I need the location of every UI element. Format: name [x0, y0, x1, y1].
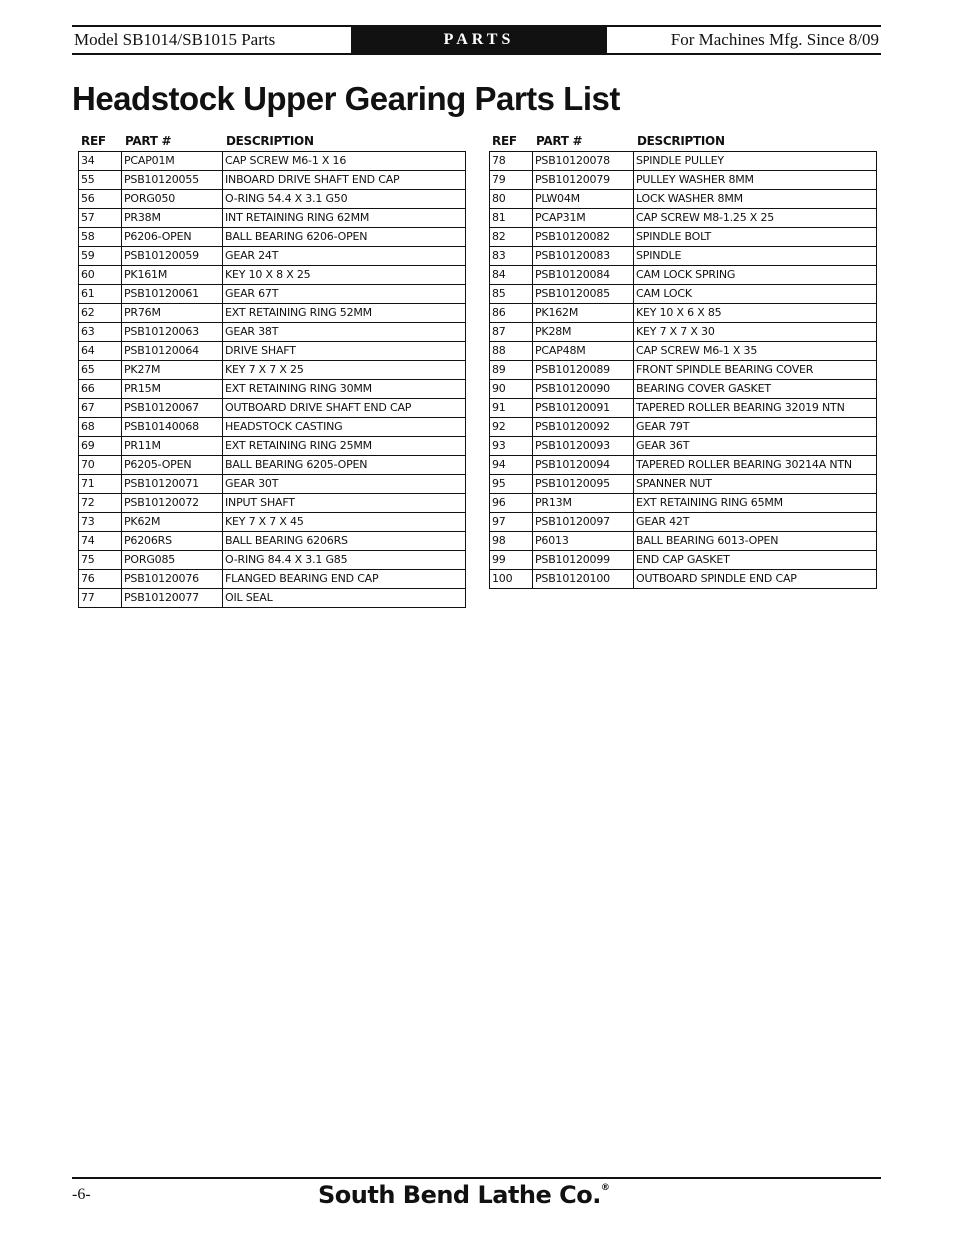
- part-number-cell: PSB10120094: [533, 456, 634, 475]
- column-headers: [489, 130, 877, 151]
- table-row: [490, 228, 877, 247]
- ref-cell: 85: [490, 285, 533, 304]
- ref-cell: 83: [490, 247, 533, 266]
- description-cell: GEAR 67T: [223, 285, 466, 304]
- table-row: [79, 361, 466, 380]
- ref-cell: 34: [79, 152, 122, 171]
- description-cell: O-RING 54.4 X 3.1 G50: [223, 190, 466, 209]
- parts-table: [78, 151, 466, 608]
- part-number-cell: PR76M: [122, 304, 223, 323]
- parts-table-right: [489, 130, 877, 589]
- ref-cell: 92: [490, 418, 533, 437]
- description-cell: SPINDLE: [634, 247, 877, 266]
- part-number-cell: PK28M: [533, 323, 634, 342]
- description-cell: GEAR 24T: [223, 247, 466, 266]
- table-row: [79, 209, 466, 228]
- table-row: [79, 380, 466, 399]
- table-row: [490, 399, 877, 418]
- part-number-cell: PR15M: [122, 380, 223, 399]
- table-row: [490, 323, 877, 342]
- table-row: [79, 437, 466, 456]
- table-row: [490, 342, 877, 361]
- description-cell: EXT RETAINING RING 25MM: [223, 437, 466, 456]
- table-row: [79, 152, 466, 171]
- table-row: [79, 494, 466, 513]
- description-cell: OUTBOARD DRIVE SHAFT END CAP: [223, 399, 466, 418]
- ref-cell: 71: [79, 475, 122, 494]
- ref-cell: 65: [79, 361, 122, 380]
- table-row: [79, 323, 466, 342]
- part-number-cell: PSB10120093: [533, 437, 634, 456]
- part-number-cell: PCAP31M: [533, 209, 634, 228]
- part-number-cell: PSB10120083: [533, 247, 634, 266]
- ref-cell: 80: [490, 190, 533, 209]
- part-number-cell: PR11M: [122, 437, 223, 456]
- part-number-cell: PSB10120079: [533, 171, 634, 190]
- description-cell: INBOARD DRIVE SHAFT END CAP: [223, 171, 466, 190]
- description-cell: CAM LOCK SPRING: [634, 266, 877, 285]
- part-number-cell: PSB10120085: [533, 285, 634, 304]
- ref-cell: 93: [490, 437, 533, 456]
- part-number-cell: PSB10120061: [122, 285, 223, 304]
- part-number-cell: PK161M: [122, 266, 223, 285]
- part-number-cell: PR13M: [533, 494, 634, 513]
- ref-cell: 89: [490, 361, 533, 380]
- table-row: [490, 513, 877, 532]
- col-ref-header: REF: [492, 133, 517, 148]
- ref-cell: 57: [79, 209, 122, 228]
- footer-rule: [72, 1177, 881, 1179]
- ref-cell: 64: [79, 342, 122, 361]
- ref-cell: 82: [490, 228, 533, 247]
- description-cell: FRONT SPINDLE BEARING COVER: [634, 361, 877, 380]
- table-row: [490, 532, 877, 551]
- description-cell: DRIVE SHAFT: [223, 342, 466, 361]
- ref-cell: 99: [490, 551, 533, 570]
- description-cell: BEARING COVER GASKET: [634, 380, 877, 399]
- part-number-cell: PSB10120067: [122, 399, 223, 418]
- page-title: Headstock Upper Gearing Parts List: [72, 80, 620, 117]
- table-row: [79, 266, 466, 285]
- table-row: [79, 342, 466, 361]
- part-number-cell: PSB10120071: [122, 475, 223, 494]
- ref-cell: 94: [490, 456, 533, 475]
- description-cell: HEADSTOCK CASTING: [223, 418, 466, 437]
- mfg-date-label: For Machines Mfg. Since 8/09: [670, 30, 879, 49]
- table-row: [79, 532, 466, 551]
- part-number-cell: PSB10120084: [533, 266, 634, 285]
- description-cell: EXT RETAINING RING 52MM: [223, 304, 466, 323]
- ref-cell: 90: [490, 380, 533, 399]
- table-row: [490, 361, 877, 380]
- part-number-cell: P6205-OPEN: [122, 456, 223, 475]
- description-cell: BALL BEARING 6206RS: [223, 532, 466, 551]
- model-label: Model SB1014/SB1015 Parts: [74, 30, 276, 49]
- part-number-cell: PSB10120090: [533, 380, 634, 399]
- part-number-cell: PCAP48M: [533, 342, 634, 361]
- ref-cell: 91: [490, 399, 533, 418]
- table-row: [490, 475, 877, 494]
- description-cell: CAP SCREW M8-1.25 X 25: [634, 209, 877, 228]
- table-row: [79, 247, 466, 266]
- brand-logo: [318, 1181, 609, 1209]
- col-desc-header: DESCRIPTION: [637, 133, 725, 148]
- table-row: [79, 171, 466, 190]
- ref-cell: 73: [79, 513, 122, 532]
- ref-cell: 77: [79, 589, 122, 608]
- table-row: [79, 304, 466, 323]
- description-cell: CAP SCREW M6-1 X 35: [634, 342, 877, 361]
- table-row: [490, 247, 877, 266]
- ref-cell: 66: [79, 380, 122, 399]
- part-number-cell: P6206RS: [122, 532, 223, 551]
- table-row: [79, 551, 466, 570]
- table-row: [79, 570, 466, 589]
- part-number-cell: PSB10140068: [122, 418, 223, 437]
- ref-cell: 62: [79, 304, 122, 323]
- ref-cell: 81: [490, 209, 533, 228]
- description-cell: SPINDLE PULLEY: [634, 152, 877, 171]
- ref-cell: 58: [79, 228, 122, 247]
- brand-name: South Bend Lathe Co.: [318, 1181, 601, 1209]
- part-number-cell: PSB10120055: [122, 171, 223, 190]
- part-number-cell: PSB10120082: [533, 228, 634, 247]
- part-number-cell: PK162M: [533, 304, 634, 323]
- parts-table: [489, 151, 877, 589]
- description-cell: TAPERED ROLLER BEARING 32019 NTN: [634, 399, 877, 418]
- description-cell: LOCK WASHER 8MM: [634, 190, 877, 209]
- table-row: [79, 399, 466, 418]
- description-cell: OUTBOARD SPINDLE END CAP: [634, 570, 877, 589]
- description-cell: GEAR 42T: [634, 513, 877, 532]
- table-row: [490, 209, 877, 228]
- part-number-cell: PSB10120097: [533, 513, 634, 532]
- table-row: [490, 285, 877, 304]
- description-cell: SPANNER NUT: [634, 475, 877, 494]
- ref-cell: 59: [79, 247, 122, 266]
- table-row: [490, 551, 877, 570]
- description-cell: EXT RETAINING RING 65MM: [634, 494, 877, 513]
- part-number-cell: PORG050: [122, 190, 223, 209]
- table-row: [79, 475, 466, 494]
- col-desc-header: DESCRIPTION: [226, 133, 314, 148]
- table-row: [490, 380, 877, 399]
- ref-cell: 69: [79, 437, 122, 456]
- table-row: [490, 266, 877, 285]
- part-number-cell: PCAP01M: [122, 152, 223, 171]
- ref-cell: 86: [490, 304, 533, 323]
- description-cell: GEAR 36T: [634, 437, 877, 456]
- table-row: [79, 418, 466, 437]
- col-ref-header: REF: [81, 133, 106, 148]
- col-part-header: PART #: [125, 133, 172, 148]
- ref-cell: 72: [79, 494, 122, 513]
- ref-cell: 98: [490, 532, 533, 551]
- part-number-cell: PSB10120095: [533, 475, 634, 494]
- table-row: [490, 418, 877, 437]
- ref-cell: 63: [79, 323, 122, 342]
- description-cell: OIL SEAL: [223, 589, 466, 608]
- table-row: [490, 171, 877, 190]
- table-row: [79, 190, 466, 209]
- table-row: [79, 456, 466, 475]
- description-cell: GEAR 30T: [223, 475, 466, 494]
- part-number-cell: PSB10120099: [533, 551, 634, 570]
- part-number-cell: PSB10120064: [122, 342, 223, 361]
- table-row: [490, 152, 877, 171]
- description-cell: BALL BEARING 6205-OPEN: [223, 456, 466, 475]
- description-cell: BALL BEARING 6013-OPEN: [634, 532, 877, 551]
- ref-cell: 55: [79, 171, 122, 190]
- part-number-cell: PR38M: [122, 209, 223, 228]
- section-tab: PARTS: [351, 27, 607, 53]
- part-number-cell: P6206-OPEN: [122, 228, 223, 247]
- description-cell: KEY 7 X 7 X 45: [223, 513, 466, 532]
- table-row: [490, 570, 877, 589]
- description-cell: BALL BEARING 6206-OPEN: [223, 228, 466, 247]
- column-headers: [78, 130, 466, 151]
- description-cell: EXT RETAINING RING 30MM: [223, 380, 466, 399]
- description-cell: O-RING 84.4 X 3.1 G85: [223, 551, 466, 570]
- page-number: -6-: [72, 1186, 91, 1203]
- table-row: [490, 190, 877, 209]
- page-header: [72, 25, 881, 55]
- part-number-cell: PSB10120100: [533, 570, 634, 589]
- description-cell: FLANGED BEARING END CAP: [223, 570, 466, 589]
- part-number-cell: P6013: [533, 532, 634, 551]
- ref-cell: 97: [490, 513, 533, 532]
- description-cell: GEAR 79T: [634, 418, 877, 437]
- part-number-cell: PSB10120078: [533, 152, 634, 171]
- description-cell: GEAR 38T: [223, 323, 466, 342]
- part-number-cell: PSB10120063: [122, 323, 223, 342]
- ref-cell: 75: [79, 551, 122, 570]
- description-cell: SPINDLE BOLT: [634, 228, 877, 247]
- ref-cell: 68: [79, 418, 122, 437]
- description-cell: PULLEY WASHER 8MM: [634, 171, 877, 190]
- col-part-header: PART #: [536, 133, 583, 148]
- ref-cell: 84: [490, 266, 533, 285]
- ref-cell: 56: [79, 190, 122, 209]
- ref-cell: 60: [79, 266, 122, 285]
- part-number-cell: PLW04M: [533, 190, 634, 209]
- table-row: [79, 228, 466, 247]
- table-row: [79, 589, 466, 608]
- parts-table-left: [78, 130, 466, 608]
- ref-cell: 78: [490, 152, 533, 171]
- table-row: [79, 285, 466, 304]
- part-number-cell: PK62M: [122, 513, 223, 532]
- ref-cell: 74: [79, 532, 122, 551]
- part-number-cell: PSB10120076: [122, 570, 223, 589]
- ref-cell: 76: [79, 570, 122, 589]
- table-row: [490, 437, 877, 456]
- description-cell: KEY 7 X 7 X 30: [634, 323, 877, 342]
- ref-cell: 95: [490, 475, 533, 494]
- part-number-cell: PSB10120059: [122, 247, 223, 266]
- part-number-cell: PSB10120072: [122, 494, 223, 513]
- table-row: [79, 513, 466, 532]
- table-row: [490, 494, 877, 513]
- description-cell: END CAP GASKET: [634, 551, 877, 570]
- table-row: [490, 304, 877, 323]
- description-cell: INPUT SHAFT: [223, 494, 466, 513]
- part-number-cell: PSB10120091: [533, 399, 634, 418]
- ref-cell: 79: [490, 171, 533, 190]
- description-cell: CAM LOCK: [634, 285, 877, 304]
- description-cell: TAPERED ROLLER BEARING 30214A NTN: [634, 456, 877, 475]
- description-cell: KEY 7 X 7 X 25: [223, 361, 466, 380]
- table-row: [490, 456, 877, 475]
- ref-cell: 70: [79, 456, 122, 475]
- part-number-cell: PSB10120089: [533, 361, 634, 380]
- part-number-cell: PK27M: [122, 361, 223, 380]
- description-cell: KEY 10 X 8 X 25: [223, 266, 466, 285]
- ref-cell: 96: [490, 494, 533, 513]
- part-number-cell: PORG085: [122, 551, 223, 570]
- ref-cell: 100: [490, 570, 533, 589]
- ref-cell: 88: [490, 342, 533, 361]
- ref-cell: 87: [490, 323, 533, 342]
- description-cell: KEY 10 X 6 X 85: [634, 304, 877, 323]
- ref-cell: 67: [79, 399, 122, 418]
- part-number-cell: PSB10120092: [533, 418, 634, 437]
- description-cell: INT RETAINING RING 62MM: [223, 209, 466, 228]
- description-cell: CAP SCREW M6-1 X 16: [223, 152, 466, 171]
- registered-mark: ®: [600, 1183, 610, 1193]
- ref-cell: 61: [79, 285, 122, 304]
- part-number-cell: PSB10120077: [122, 589, 223, 608]
